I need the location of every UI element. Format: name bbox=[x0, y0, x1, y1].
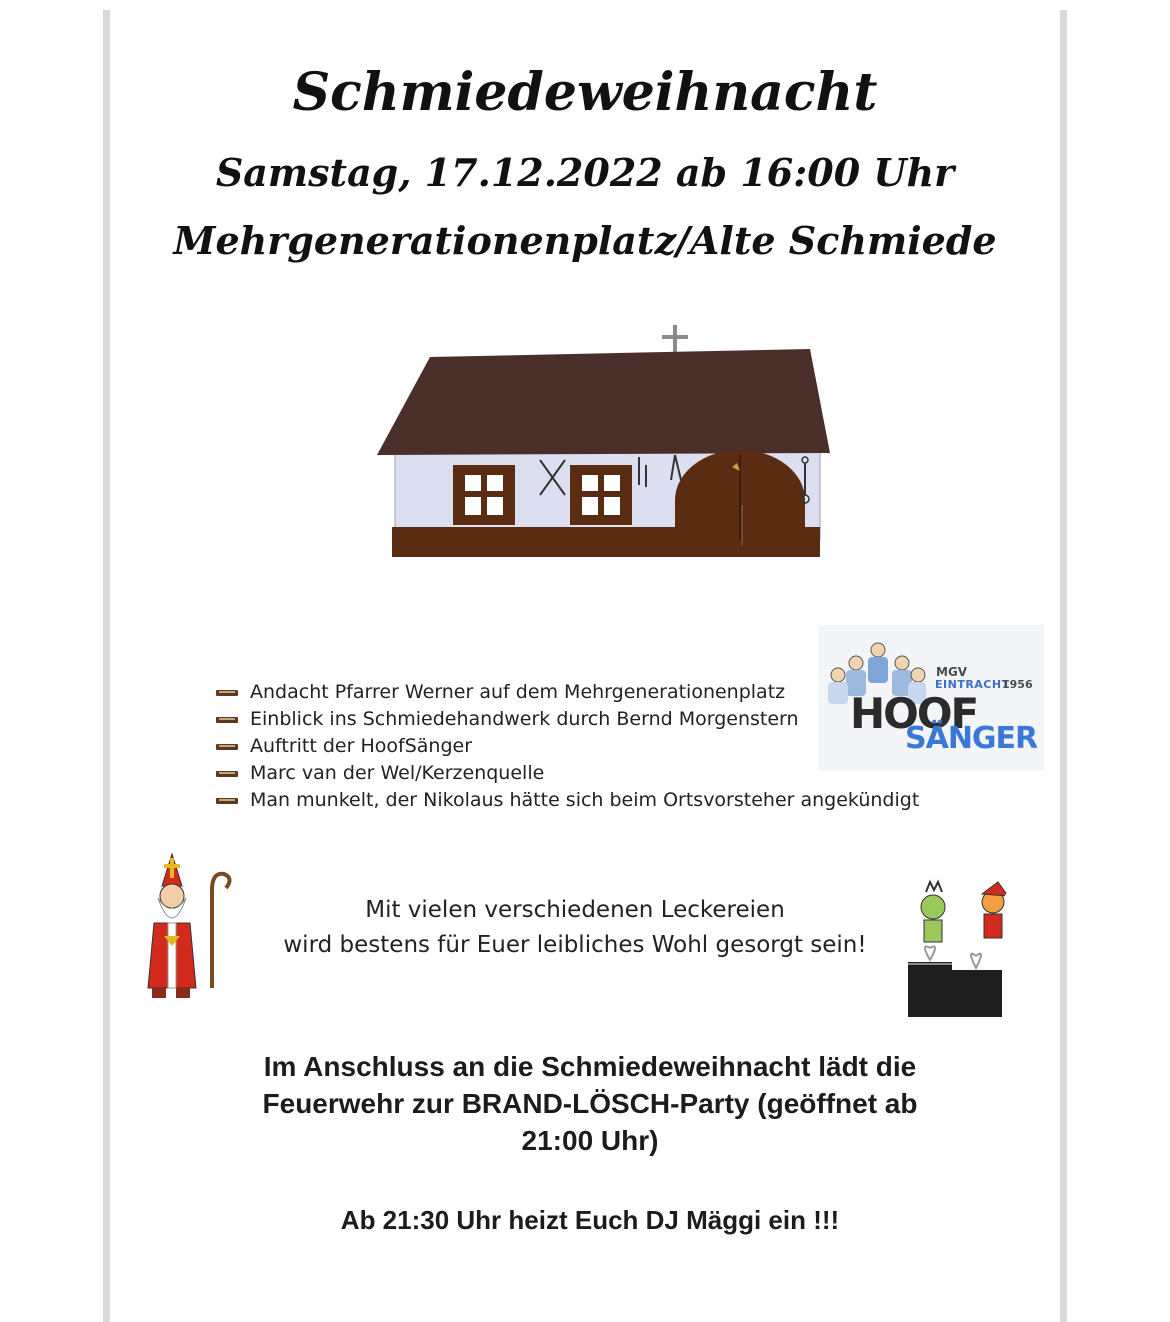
list-item bbox=[214, 760, 919, 787]
anvil-bullet-icon bbox=[214, 742, 240, 752]
page-edge-left bbox=[103, 10, 110, 1322]
anvil-bullet-icon bbox=[214, 769, 240, 779]
treats-note bbox=[245, 893, 905, 963]
party-line-2: Feuerwehr zur BRAND-LÖSCH-Party (geöffnet ab bbox=[262, 1088, 918, 1119]
logo-name-top: HOOF bbox=[850, 689, 978, 738]
anvil-bullet-icon bbox=[214, 688, 240, 698]
program-item-text: Einblick ins Schmiedehandwerk durch Bernd Morgenstern bbox=[250, 708, 799, 730]
anvil-bullet-icon bbox=[214, 796, 240, 806]
list-item bbox=[214, 787, 919, 814]
list-item bbox=[214, 733, 919, 760]
nikolaus-icon bbox=[138, 848, 238, 1008]
smithy-house-illustration bbox=[355, 315, 845, 605]
dj-announcement: Ab 21:30 Uhr heizt Euch DJ Mäggi ein !!! bbox=[340, 1205, 840, 1235]
flyer-title: Schmiedeweihnacht bbox=[292, 62, 878, 123]
logo-eintracht: EINTRACHT bbox=[935, 678, 1010, 691]
logo-mgv: MGV bbox=[936, 665, 968, 679]
page-edge-right bbox=[1060, 10, 1067, 1322]
event-date: Samstag, 17.12.2022 ab 16:00 Uhr bbox=[215, 150, 955, 195]
logo-name-bottom: SÄNGER bbox=[905, 721, 1038, 756]
logo-year: 1956 bbox=[1002, 678, 1033, 691]
event-location: Mehrgenerationenplatz/Alte Schmiede bbox=[173, 218, 997, 263]
treats-line-2: wird bestens für Euer leibliches Wohl gesorgt sein! bbox=[283, 932, 867, 958]
party-line-3: 21:00 Uhr) bbox=[521, 1125, 659, 1156]
list-item bbox=[214, 679, 919, 706]
program-item-text: Marc van der Wel/Kerzenquelle bbox=[250, 762, 545, 784]
program-item-text: Man munkelt, der Nikolaus hätte sich beim Ortsvorsteher angekündigt bbox=[250, 789, 920, 811]
program-item-text: Auftritt der HoofSänger bbox=[250, 735, 473, 757]
program-list bbox=[214, 679, 919, 814]
treats-line-1: Mit vielen verschiedenen Leckereien bbox=[365, 897, 785, 923]
kids-on-presents-icon bbox=[898, 872, 1033, 1022]
anvil-bullet-icon bbox=[214, 715, 240, 725]
party-announcement bbox=[200, 1048, 980, 1159]
party-line-1: Im Anschluss an die Schmiedeweihnacht lädt die bbox=[263, 1051, 917, 1082]
window-right bbox=[570, 465, 632, 525]
window-left bbox=[453, 465, 515, 525]
program-item-text: Andacht Pfarrer Werner auf dem Mehrgenerationenplatz bbox=[250, 681, 786, 703]
list-item bbox=[214, 706, 919, 733]
